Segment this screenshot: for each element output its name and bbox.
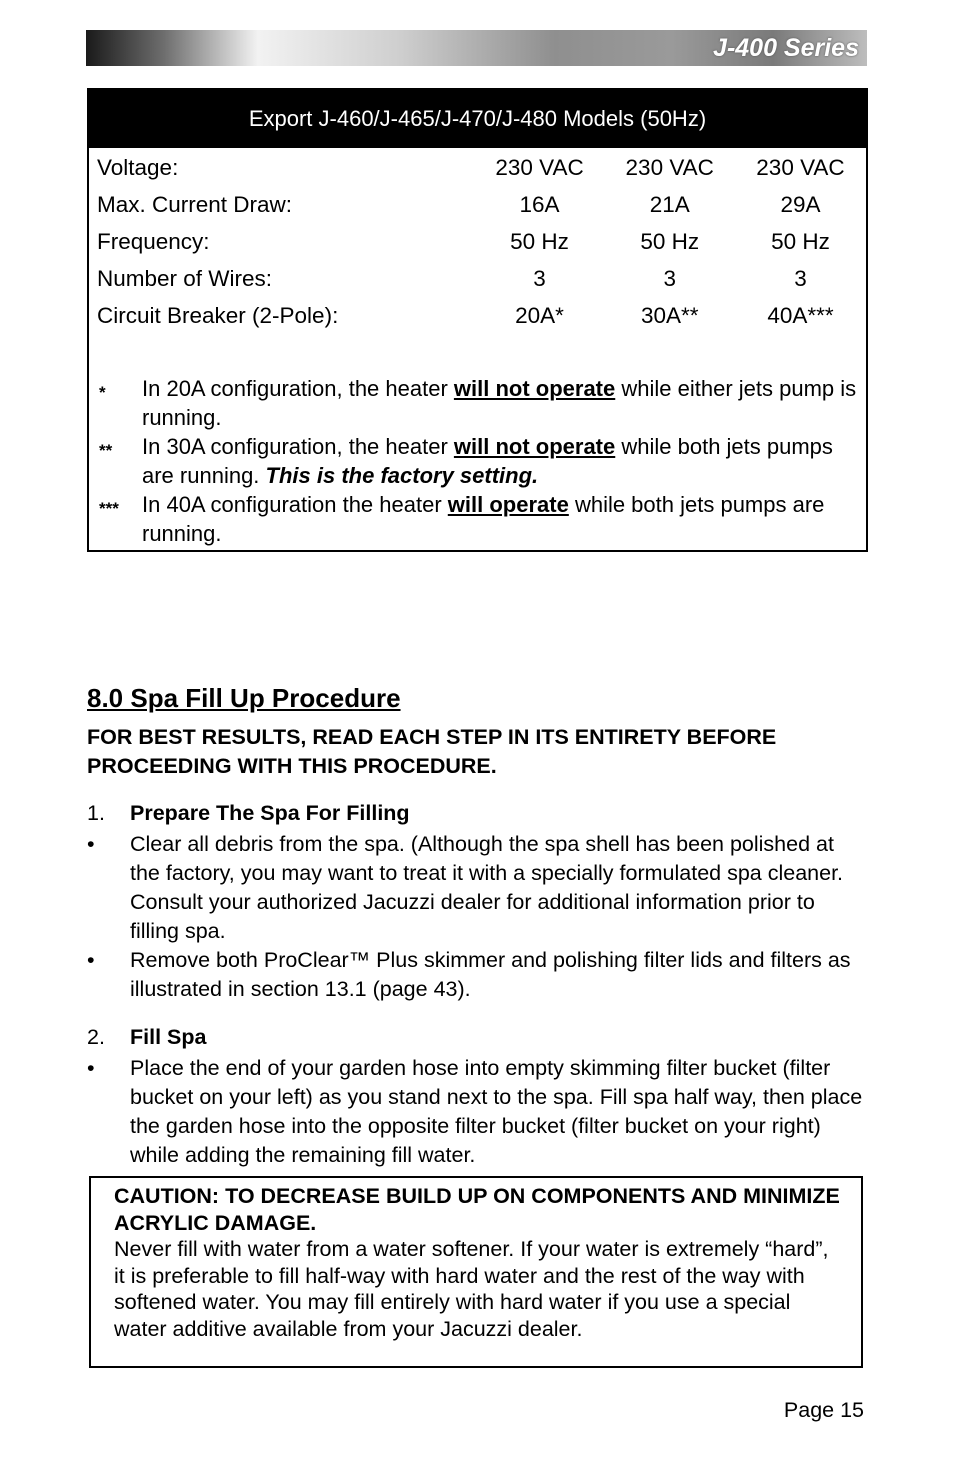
- step-title: Fill Spa: [130, 1025, 207, 1049]
- caution-heading: CAUTION: TO DECREASE BUILD UP ON COMPONENTS AND MINIMIZE ACRYLIC DAMAGE.: [114, 1184, 840, 1235]
- row-value: 16A: [519, 192, 560, 218]
- row-value: 230 VAC: [756, 155, 845, 181]
- factory-setting-note: This is the factory setting.: [265, 463, 539, 488]
- footnote-emphasis: will operate: [447, 492, 569, 517]
- row-value: 3: [663, 265, 676, 291]
- footnote-emphasis: will not operate: [453, 376, 616, 401]
- footnote-text-part: In 40A configuration the heater: [142, 492, 448, 517]
- list-item-text: Remove both ProClear™ Plus skimmer and polishing filter lids and filters as illustrated in section 13.1 (page 43).: [130, 948, 851, 1001]
- footnotes: [99, 374, 859, 548]
- footnote-text-part: In 30A configuration, the heater: [142, 434, 454, 459]
- row-value: 230 VAC: [495, 155, 584, 181]
- table-row: [97, 260, 866, 297]
- list-item: [87, 946, 867, 1004]
- caution-box: [89, 1176, 863, 1368]
- list-item-text: Clear all debris from the spa. (Although the spa shell has been polished at the factory, you may want to treat it with a specially formulated spa cleaner. Consult your authorized Jacuzzi dealer for additional information prior to filling spa.: [130, 832, 844, 943]
- header-bar: [86, 30, 867, 66]
- row-label: Number of Wires:: [97, 265, 273, 291]
- row-value: 40A***: [767, 302, 834, 328]
- step-title: Prepare The Spa For Filling: [130, 801, 410, 825]
- step-number: 2.: [87, 1025, 105, 1049]
- footnote: [99, 374, 859, 432]
- footnote-text-part: while either jets pump is running.: [142, 376, 857, 430]
- step-heading: [87, 801, 410, 826]
- spec-table: [97, 150, 866, 334]
- caution-body: Never fill with water from a water softener. If your water is extremely “hard”, it is preferable to fill half-way with hard water and the rest of the way with softened water. You may fill entirely with hard water if you use a special water additive available from your Jacuzzi dealer.: [114, 1237, 829, 1341]
- row-value: 230 VAC: [625, 155, 714, 181]
- list-item: [87, 830, 867, 946]
- bullet-icon: •: [87, 1056, 95, 1080]
- table-row: [97, 224, 866, 261]
- step-number: 1.: [87, 801, 105, 825]
- footnote-emphasis: will not operate: [453, 434, 616, 459]
- footnote-text: [142, 374, 859, 432]
- footnote-text: [142, 490, 859, 548]
- row-value: 50 Hz: [771, 228, 830, 254]
- section-title: 8.0 Spa Fill Up Procedure: [87, 683, 401, 713]
- row-label: Circuit Breaker (2-Pole):: [97, 302, 339, 328]
- row-label: Voltage:: [97, 155, 179, 181]
- row-value: 21A: [649, 192, 690, 218]
- footnote-mark: *: [99, 383, 106, 402]
- footnote: [99, 432, 859, 490]
- table-row: [97, 150, 866, 187]
- bullet-icon: •: [87, 832, 95, 856]
- row-value: 29A: [780, 192, 821, 218]
- row-label: Frequency:: [97, 228, 210, 254]
- spec-table-box: [87, 88, 868, 552]
- step-heading: [87, 1025, 206, 1050]
- page-number: Page 15: [783, 1398, 864, 1422]
- footnote-text-part: while both jets pumps are running.: [142, 434, 833, 488]
- table-row: [97, 187, 866, 224]
- footnote-mark: ***: [99, 499, 119, 518]
- section-intro: FOR BEST RESULTS, READ EACH STEP IN ITS ENTIRETY BEFORE PROCEEDING WITH THIS PROCEDURE.: [87, 725, 777, 778]
- bullet-icon: •: [87, 948, 95, 972]
- footnote-text: [142, 432, 859, 490]
- list-item-text: Place the end of your garden hose into empty skimming filter bucket (filter bucket on your left) as you stand next to the spa. Fill spa half way, then place the garden hose into the opposite filter bucket (filter bucket on your right) while adding the remaining fill water.: [130, 1056, 863, 1167]
- series-title: J-400 Series: [713, 34, 859, 62]
- list-item: [87, 1054, 867, 1170]
- row-value: 3: [794, 265, 807, 291]
- row-value: 50 Hz: [640, 228, 700, 254]
- footnote: [99, 490, 859, 548]
- spec-table-title: Export J-460/J-465/J-470/J-480 Models (50Hz): [89, 90, 866, 148]
- footnote-text-part: In 20A configuration, the heater: [142, 376, 454, 401]
- row-label: Max. Current Draw:: [97, 192, 293, 218]
- footnote-mark: **: [99, 441, 113, 460]
- footnote-text-part: while both jets pumps are running.: [142, 492, 825, 546]
- row-value: 3: [533, 265, 546, 291]
- row-value: 30A**: [640, 302, 699, 328]
- row-value: 50 Hz: [510, 228, 569, 254]
- row-value: 20A*: [515, 302, 564, 328]
- table-row: [97, 297, 866, 334]
